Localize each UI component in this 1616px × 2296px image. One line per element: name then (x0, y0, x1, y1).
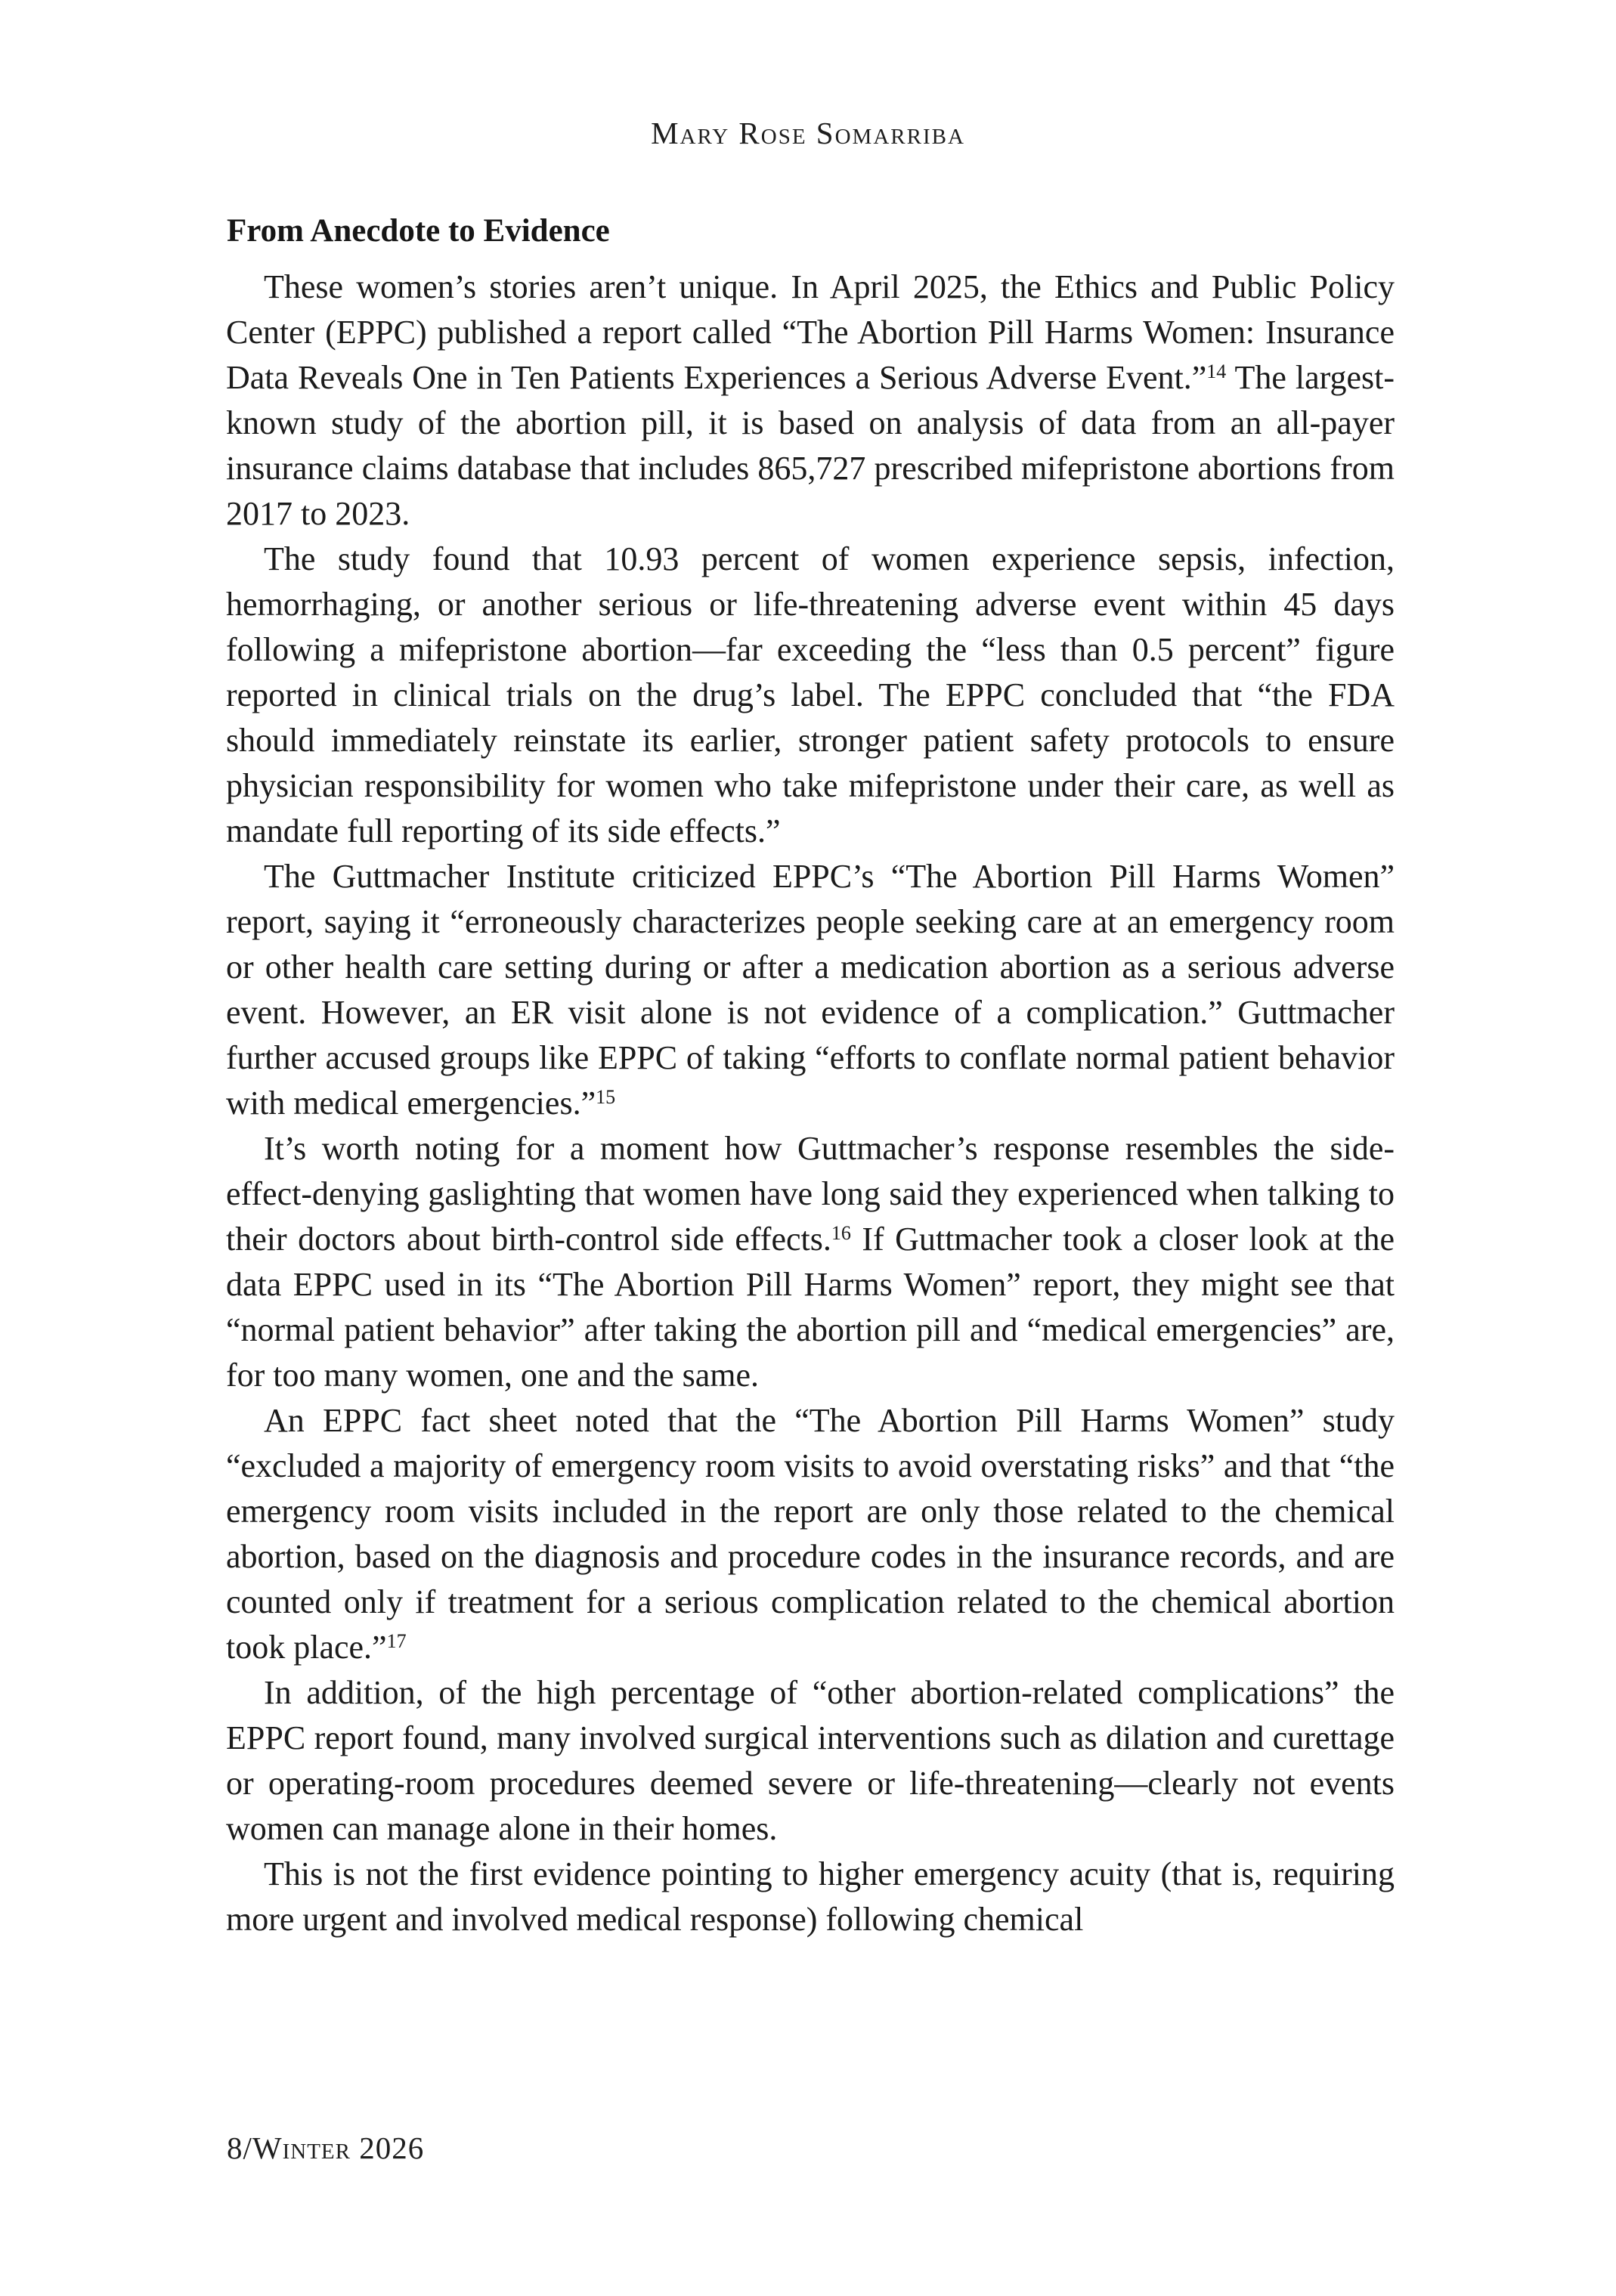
page-footer-folio: 8/Winter 2026 (227, 2130, 425, 2165)
footnote-ref: 14 (1206, 360, 1227, 382)
paragraph: This is not the first evidence pointing to higher emergency acuity (that is, requiring more urgent and involved medical response) following chemical (226, 1855, 1395, 1938)
body-text (226, 265, 1395, 1942)
section-heading: From Anecdote to Evidence (227, 213, 610, 249)
paragraph: The Guttmacher Institute criticized EPPC’s “The Abortion Pill Harms Women” report, saying it “erroneously characterizes people seeking care at an emergency room or other health care setting during or after a medication abortion as a serious adverse event. However, an ER visit alone is not evidence of a complication.” Guttmacher further accused groups like EPPC of taking “efforts to conflate normal patient behavior with medical emergencies.”$^{15}$ (226, 858, 1395, 1122)
paragraph: These women’s stories aren’t unique. In April 2025, the Ethics and Public Policy Center (EPPC) published a report called “The Abortion Pill Harms Women: Insurance Data Reveals One in Ten Patients Experiences a Serious Adverse Event.”$^{14}$ The largest-known study of the abortion pill, it is based on analysis of data from an all-payer insurance claims database that includes 865,727 prescribed mifepristone abortions from 2017 to 2023. (226, 268, 1395, 532)
paragraph: It’s worth noting for a moment how Guttmacher’s response resembles the side-effect-denying gaslighting that women have long said they experienced when talking to their doctors about birth-control side effects.$^{16}$ If Guttmacher took a closer look at the data EPPC used in its “The Abortion Pill Harms Women” report, they might see that “normal patient behavior” after taking the abortion pill and “medical emergencies” are, for too many women, one and the same. (226, 1130, 1395, 1394)
paragraph: An EPPC fact sheet noted that the “The Abortion Pill Harms Women” study “excluded a majority of emergency room visits to avoid overstating risks” and that “the emergency room visits included in the report are only those related to the chemical abortion, based on the diagnosis and procedure codes in the insurance records, and are counted only if treatment for a serious complication related to the chemical abortion took place.”$^{17}$ (226, 1402, 1395, 1666)
paragraph: In addition, of the high percentage of “other abortion-related complications” the EPPC report found, many involved surgical interventions such as dilation and curettage or operating-room procedures deemed severe or life-threatening—clearly not events women can manage alone in their homes. (226, 1674, 1395, 1847)
paragraph: The study found that 10.93 percent of women experience sepsis, infection, hemorrhaging, or another serious or life-threatening adverse event within 45 days following a mifepristone abortion—far exceeding the “less than 0.5 percent” figure reported in clinical trials on the drug’s label. The EPPC concluded that “the FDA should immediately reinstate its earlier, stronger patient safety protocols to ensure physician responsibility for women who take mifepristone under their care, as well as mandate full reporting of its side effects.” (226, 540, 1395, 849)
footnote-ref: 17 (386, 1629, 407, 1652)
author-header: Mary Rose Somarriba (651, 116, 965, 150)
footnote-ref: 16 (831, 1221, 851, 1244)
footnote-ref: 15 (596, 1085, 616, 1108)
